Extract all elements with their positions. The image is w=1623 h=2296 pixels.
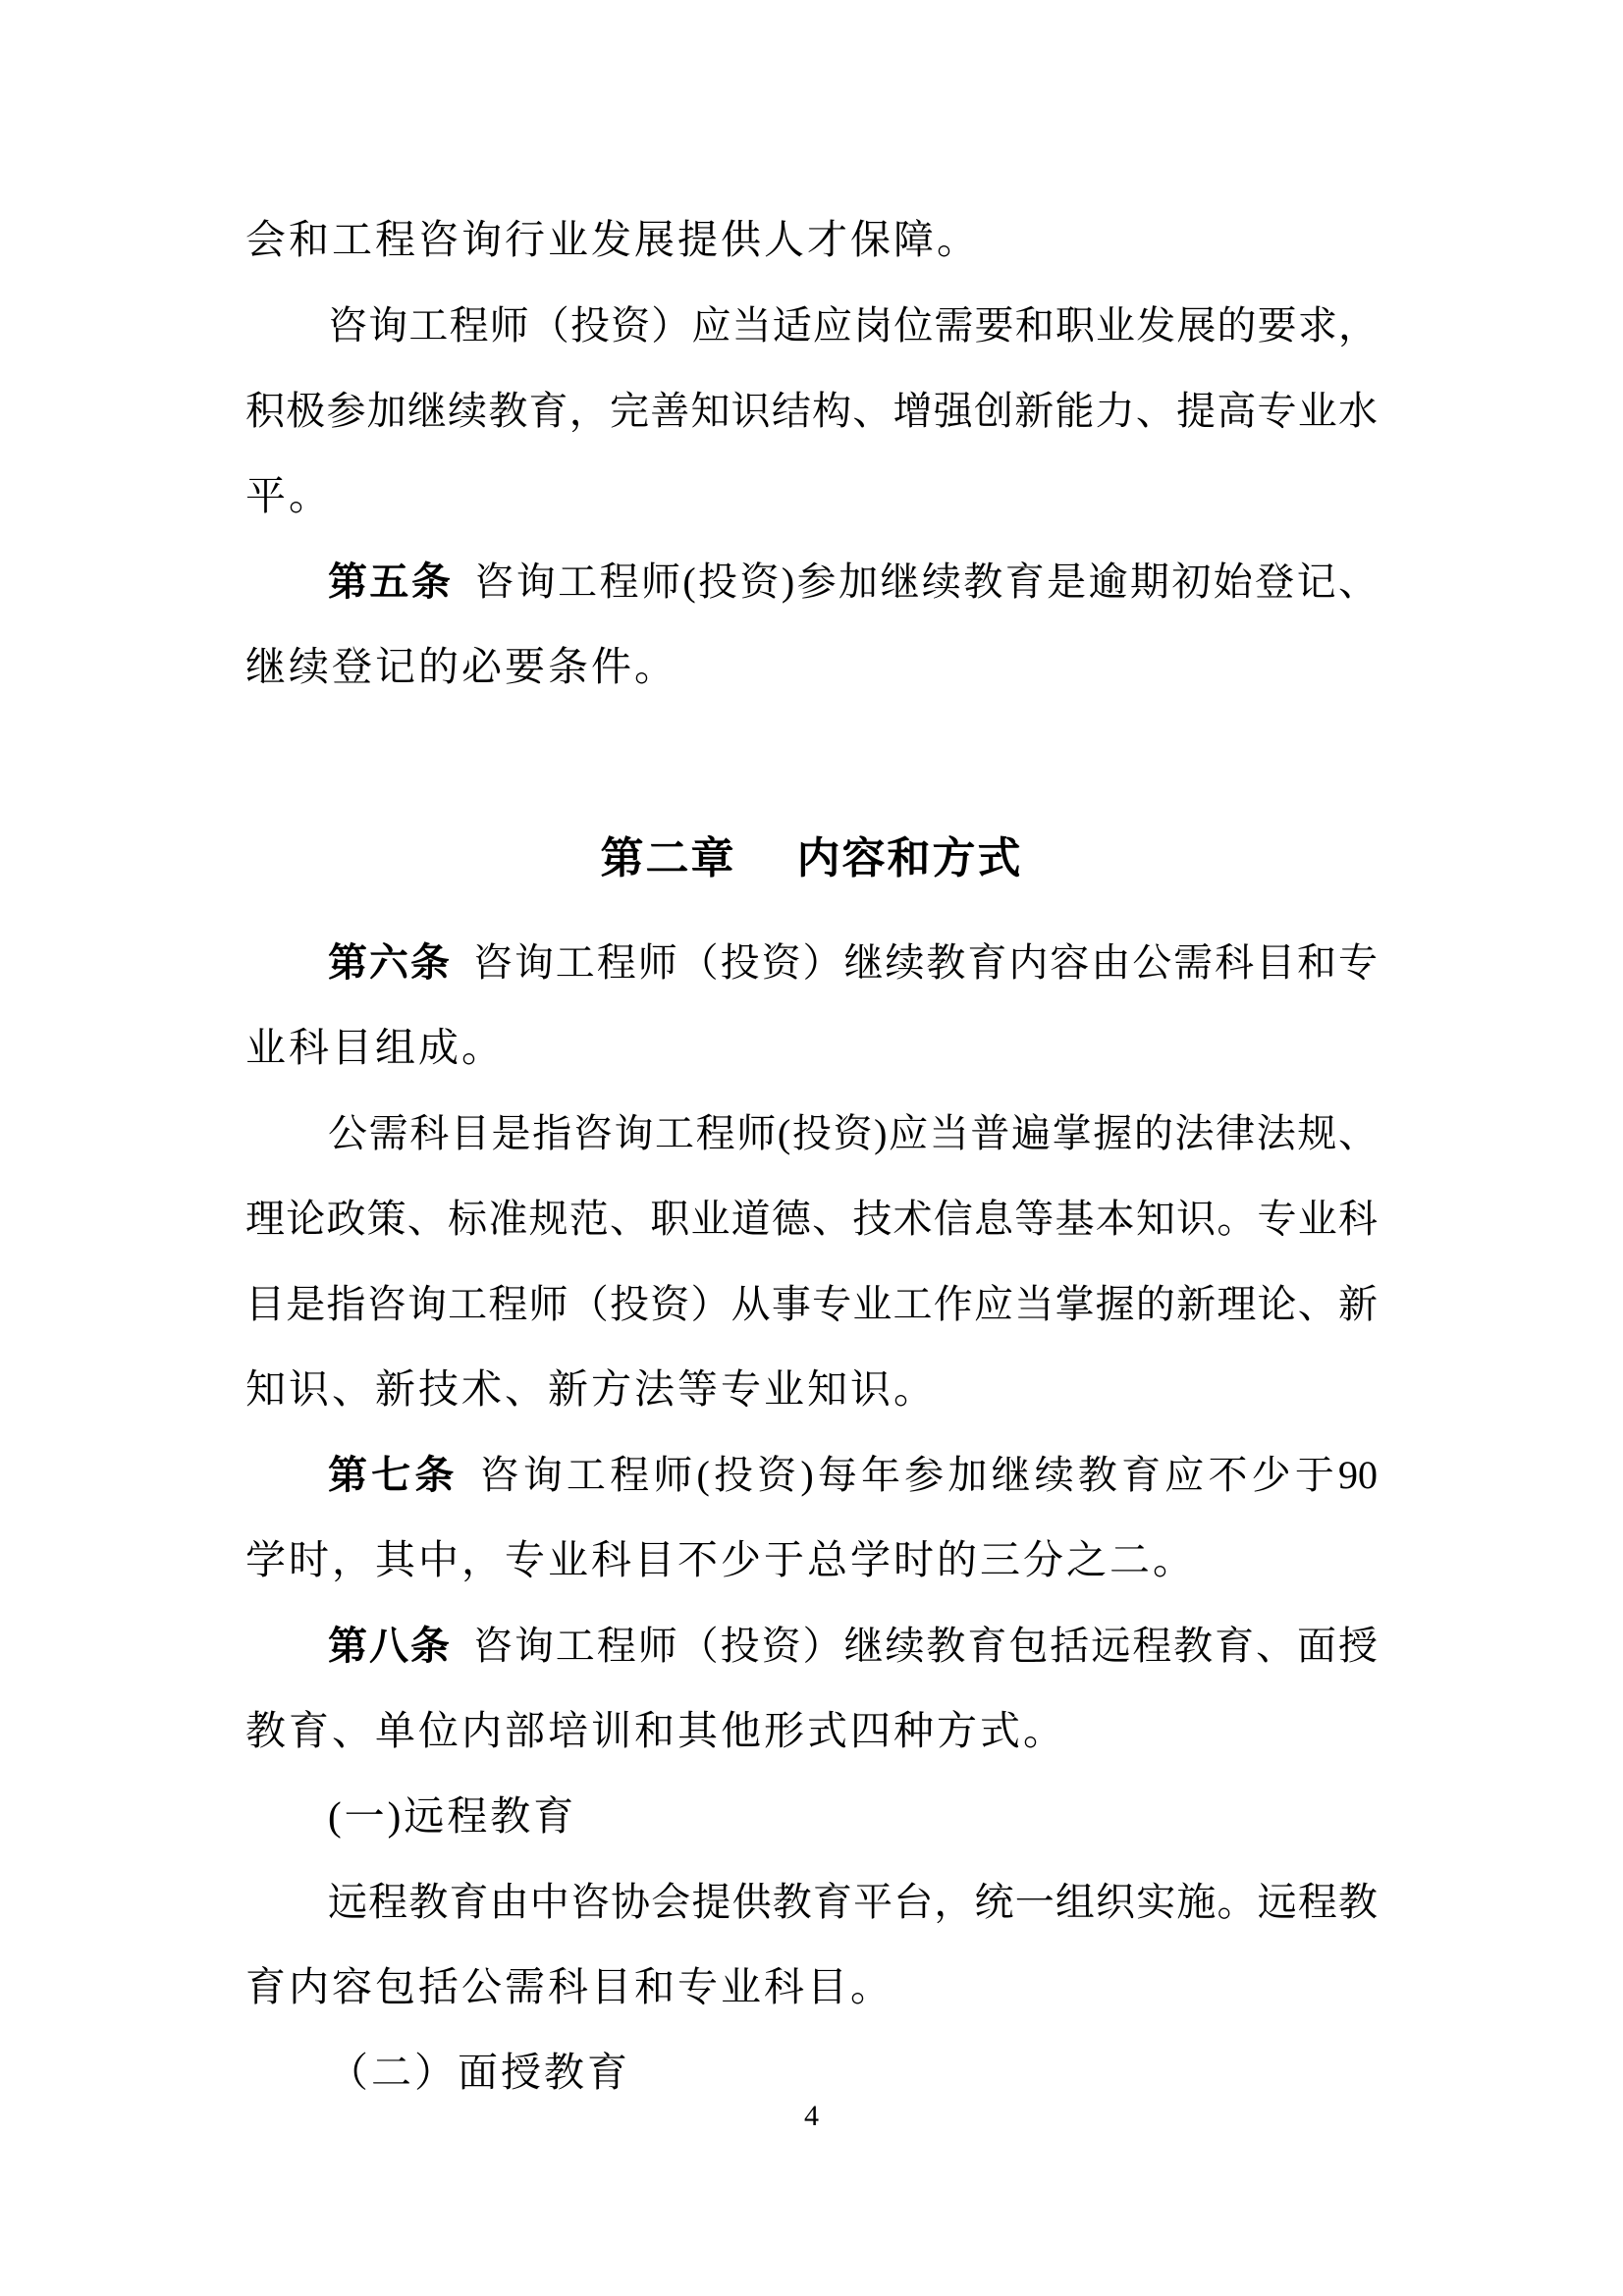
text-line — [245, 1176, 1378, 1261]
text-line — [245, 454, 1378, 539]
chapter-heading — [245, 816, 1378, 901]
text-line — [245, 283, 1378, 368]
text-line — [245, 1945, 1378, 2030]
text-line — [245, 197, 1378, 283]
article-label: 第七条 — [328, 1454, 459, 1497]
text-line — [245, 1091, 1378, 1176]
text-line — [245, 1603, 1378, 1688]
text-line — [245, 1261, 1378, 1347]
text-line — [245, 539, 1378, 624]
text-line — [245, 1518, 1378, 1603]
text-line — [245, 1005, 1378, 1091]
line-text: 会和工程咨询行业发展提供人才保障。 — [245, 217, 980, 262]
line-text: 知识、新技术、新方法等专业知识。 — [245, 1366, 937, 1412]
text-line — [245, 1432, 1378, 1518]
line-text: 继续登记的必要条件。 — [245, 644, 677, 689]
line-text: 咨询工程师（投资）继续教育包括远程教育、面授 — [472, 1624, 1378, 1668]
line-text: 平。 — [245, 473, 332, 518]
line-text: (一)远程教育 — [328, 1793, 577, 1839]
text-line — [245, 368, 1378, 454]
line-text: 业科目组成。 — [245, 1025, 505, 1070]
article-label: 第八条 — [328, 1625, 452, 1668]
text-line — [245, 1347, 1378, 1432]
line-text: 远程教育由中咨协会提供教育平台，统一组织实施。远程教 — [328, 1880, 1378, 1924]
line-text: 教育、单位内部培训和其他形式四种方式。 — [245, 1708, 1066, 1753]
document-body — [245, 197, 1378, 2115]
text-line — [245, 920, 1378, 1005]
line-text: 咨询工程师（投资）继续教育内容由公需科目和专 — [472, 940, 1378, 985]
line-text: 咨询工程师(投资)每年参加继续教育应不少于90 — [479, 1453, 1379, 1497]
chapter-number: 第二章 — [600, 834, 736, 882]
text-line — [245, 1774, 1378, 1859]
text-line — [245, 624, 1378, 710]
text-line — [245, 1688, 1378, 1774]
line-text: 积极参加继续教育，完善知识结构、增强创新能力、提高专业水 — [245, 389, 1378, 433]
page-number: 4 — [804, 2100, 819, 2132]
line-text: 育内容包括公需科目和专业科目。 — [245, 1964, 893, 2009]
article-label: 第六条 — [328, 941, 452, 985]
text-line — [245, 1859, 1378, 1945]
line-text: 公需科目是指咨询工程师(投资)应当普遍掌握的法律法规、 — [328, 1111, 1378, 1155]
article-label: 第五条 — [328, 561, 454, 604]
line-text: 目是指咨询工程师（投资）从事专业工作应当掌握的新理论、新 — [245, 1282, 1378, 1326]
line-text: （二）面授教育 — [328, 2050, 630, 2095]
line-text: 咨询工程师（投资）应当适应岗位需要和职业发展的要求， — [328, 303, 1378, 347]
line-text: 理论政策、标准规范、职业道德、技术信息等基本知识。专业科 — [245, 1197, 1378, 1241]
line-text: 咨询工程师(投资)参加继续教育是逾期初始登记、 — [474, 560, 1379, 604]
line-text: 学时，其中，专业科目不少于总学时的三分之二。 — [245, 1537, 1196, 1582]
chapter-title: 内容和方式 — [796, 834, 1023, 882]
